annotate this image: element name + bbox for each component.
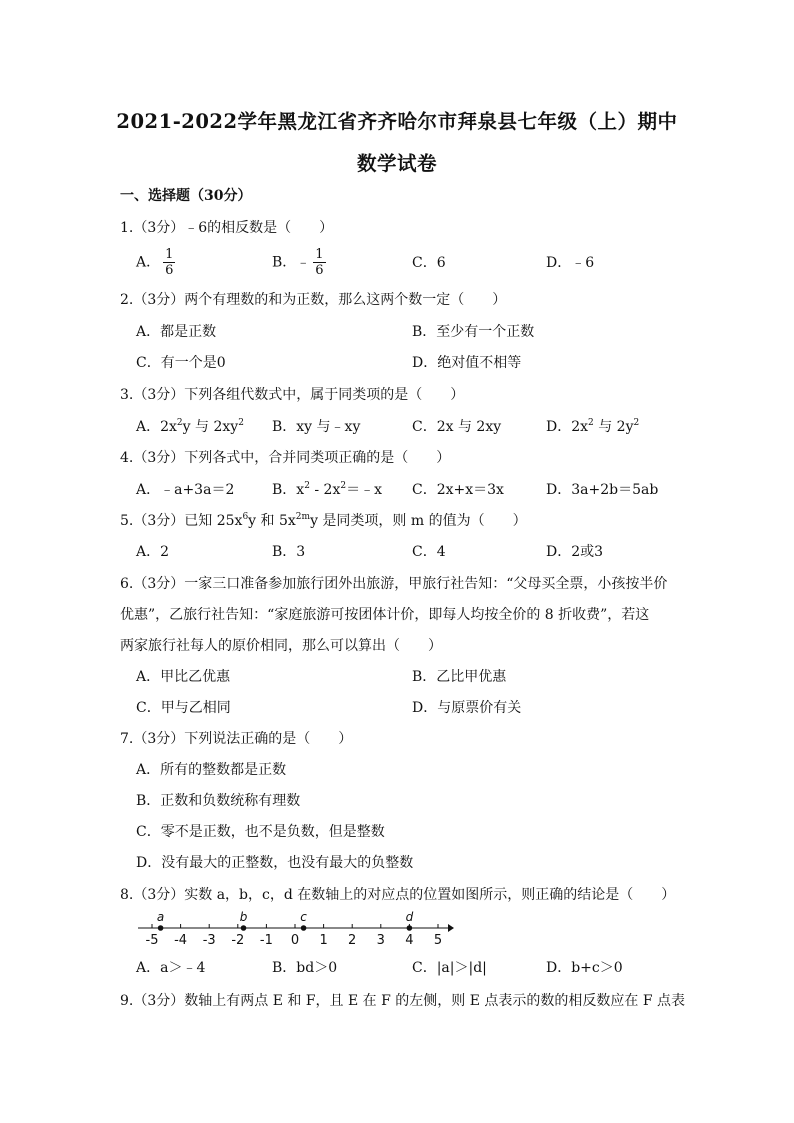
number-line-point-label: b bbox=[239, 910, 248, 924]
question-4-option-b: B．$x^2$ - $2x^2=﹣x$ bbox=[272, 481, 382, 498]
question-5-option-d: D．2或3 bbox=[546, 544, 604, 560]
number-line-point-label: c bbox=[300, 910, 307, 924]
exam-title-line2: 数学试卷 bbox=[356, 152, 437, 175]
question-1-option-b: B．﹣ $\frac{1}{6}$ bbox=[272, 247, 324, 278]
question-4-stem: 4.（3分）下列各式中，合并同类项正确的是（ ） bbox=[120, 450, 451, 466]
number-line-tick-label: -2 bbox=[231, 933, 245, 948]
question-8-option-c: C．|a|＞|d| bbox=[412, 960, 487, 976]
number-line-tick-label: 3 bbox=[376, 933, 385, 948]
question-2-option-c: C．有一个是0 bbox=[136, 355, 226, 371]
question-3-option-a: A．$2x^2y$ 与 $2xy^2$ bbox=[136, 418, 244, 435]
question-8-option-a: A．a＞﹣4 bbox=[136, 960, 206, 976]
question-7-option-c: C．零不是正数，也不是负数，但是整数 bbox=[136, 824, 385, 840]
question-6-stem-line3: 两家旅行社每人的原价相同，那么可以算出（ ） bbox=[120, 638, 442, 654]
number-line-arrow bbox=[448, 924, 454, 932]
question-2-stem: 2.（3分）两个有理数的和为正数，那么这两个数一定（ ） bbox=[120, 292, 507, 308]
question-1-option-a: A． $\frac{1}{6}$ bbox=[136, 247, 174, 278]
question-1-option-d: D．﹣6 bbox=[546, 255, 595, 271]
question-9-stem: 9.（3分）数轴上有两点 E 和 F，且 E 在 F 的左侧，则 E 点表示的数的相反数应在 F 点表 bbox=[120, 993, 686, 1009]
section-heading: 一、选择题（30分） bbox=[120, 188, 252, 204]
question-6-stem-line2: 优惠”，乙旅行社告知：“家庭旅游可按团体计价，即每人均按全价的 8 折收费”，若这 bbox=[120, 607, 650, 623]
question-4-option-c: C．2x+x＝3x bbox=[412, 482, 504, 498]
question-4-option-d: D．3a+2b＝5ab bbox=[546, 482, 659, 498]
number-line-point-a bbox=[158, 925, 164, 931]
number-line-tick-label: 2 bbox=[348, 933, 357, 948]
question-5-option-a: A．2 bbox=[136, 544, 170, 560]
fraction: $\frac{1}{6}$ bbox=[165, 247, 174, 278]
number-line-point-c bbox=[301, 925, 307, 931]
exam-title-line1: 2021-2022学年黑龙江省齐齐哈尔市拜泉县七年级（上）期中 bbox=[116, 110, 678, 133]
number-line-point-label: a bbox=[156, 910, 165, 924]
question-7-option-d: D．没有最大的正整数，也没有最大的负整数 bbox=[136, 855, 414, 871]
question-5-option-c: C．4 bbox=[412, 544, 446, 560]
question-1-option-c: C．6 bbox=[412, 255, 446, 271]
number-line-tick-label: -4 bbox=[174, 933, 188, 948]
question-4-option-a: A．﹣a+3a＝2 bbox=[136, 482, 235, 498]
question-6-stem-line1: 6.（3分）一家三口准备参加旅行团外出旅游，甲旅行社告知：“父母买全票，小孩按半价 bbox=[120, 576, 668, 592]
question-3-option-b: B．xy 与﹣xy bbox=[272, 419, 361, 435]
question-5-option-b: B．3 bbox=[272, 544, 306, 560]
number-line-tick-label: 0 bbox=[290, 933, 300, 948]
question-5-stem: 5.（3分）已知 $25x^6y$ 和 $5x^{2m}y$ 是同类项，则 m 的值为（ ） bbox=[120, 512, 527, 529]
question-6-option-d: D．与原票价有关 bbox=[412, 700, 522, 716]
number-line-tick-label: 1 bbox=[319, 933, 328, 948]
question-6-option-c: C．甲与乙相同 bbox=[136, 700, 231, 716]
number-line-tick-label: -3 bbox=[202, 933, 216, 948]
number-line-tick-label: -5 bbox=[145, 933, 159, 948]
question-8-stem: 8.（3分）实数 a，b，c，d 在数轴上的对应点的位置如图所示，则正确的结论是（ ） bbox=[120, 887, 676, 903]
number-line-point-b bbox=[241, 925, 247, 931]
question-7-option-b: B．正数和负数统称有理数 bbox=[136, 793, 301, 809]
question-8-option-d: D．b+c＞0 bbox=[546, 960, 623, 976]
question-2-option-d: D．绝对值不相等 bbox=[412, 355, 522, 371]
number-line-figure bbox=[130, 908, 460, 948]
question-7-stem: 7.（3分）下列说法正确的是（ ） bbox=[120, 731, 353, 747]
number-line-point-label: d bbox=[405, 910, 414, 924]
question-3-stem: 3.（3分）下列各组代数式中，属于同类项的是（ ） bbox=[120, 387, 465, 403]
question-6-option-a: A．甲比乙优惠 bbox=[136, 669, 231, 685]
number-line-tick-label: -1 bbox=[259, 933, 273, 948]
question-8-option-b: B．bd＞0 bbox=[272, 960, 338, 976]
question-1-stem: 1.（3分）﹣6的相反数是（ ） bbox=[120, 220, 334, 236]
question-6-option-b: B．乙比甲优惠 bbox=[412, 669, 507, 685]
question-2-option-b: B．至少有一个正数 bbox=[412, 324, 535, 340]
question-3-option-d: D．$2x^2$ 与 $2y^2$ bbox=[546, 418, 640, 435]
fraction: $\frac{1}{6}$ bbox=[315, 247, 324, 278]
number-line-tick-label: 4 bbox=[405, 933, 414, 948]
question-3-option-c: C．2x 与 2xy bbox=[412, 419, 502, 435]
question-7-option-a: A．所有的整数都是正数 bbox=[136, 762, 287, 778]
question-2-option-a: A．都是正数 bbox=[136, 324, 217, 340]
number-line-tick-label: 5 bbox=[433, 933, 443, 948]
number-line-point-d bbox=[407, 925, 413, 931]
